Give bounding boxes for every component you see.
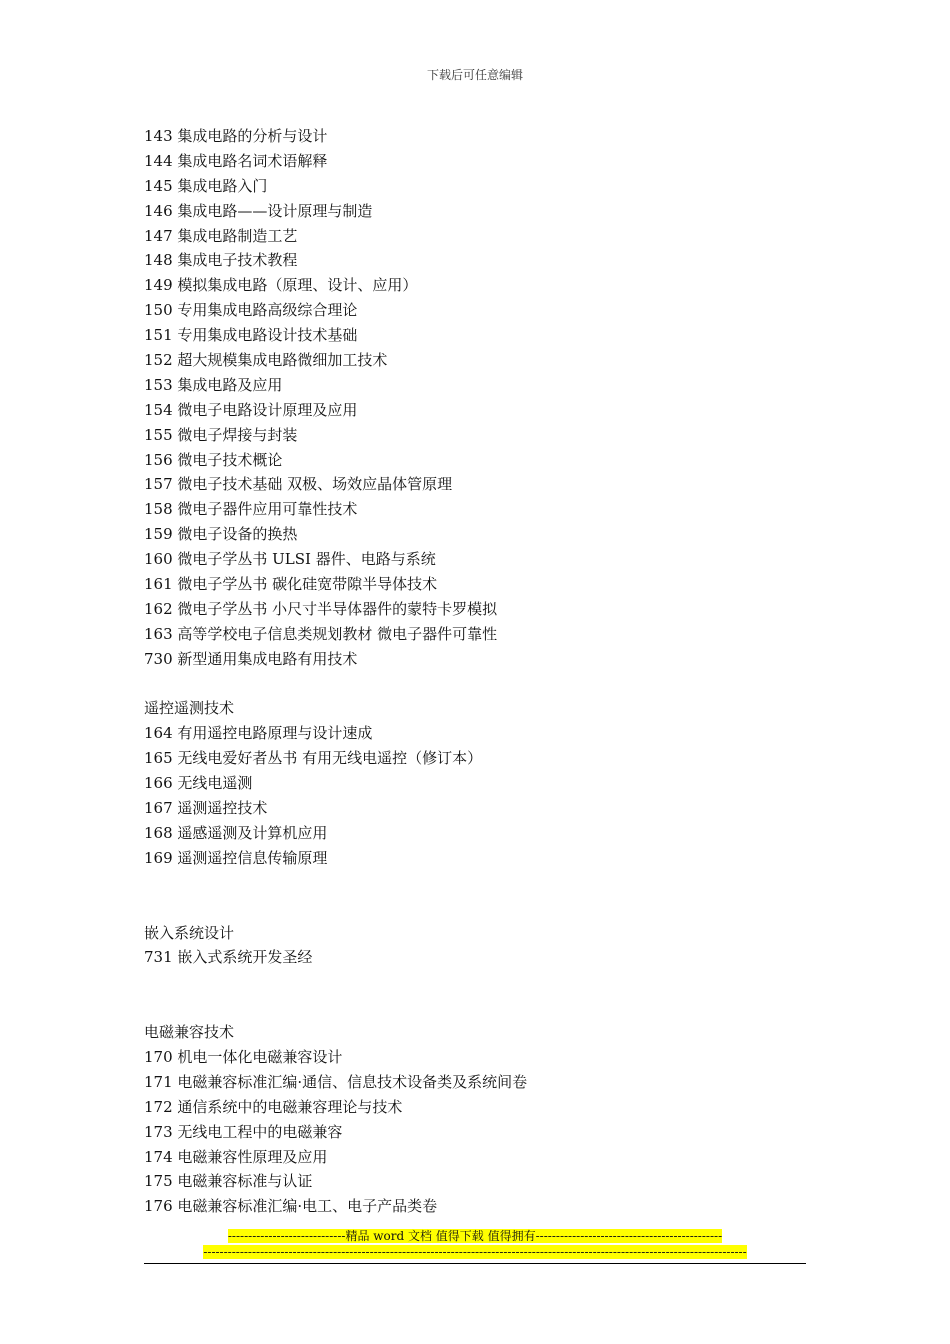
list-item: 166 无线电遥测 (144, 774, 253, 793)
section-embedded-systems (144, 921, 804, 971)
blank-line (144, 871, 804, 896)
list-item: 169 遥测遥控信息传输原理 (144, 848, 328, 867)
section-heading: 遥控遥测技术 (144, 699, 235, 718)
list-item: 174 电磁兼容性原理及应用 (144, 1147, 328, 1166)
list-item: 145 集成电路入门 (144, 176, 268, 195)
list-item: 149 模拟集成电路（原理、设计、应用） (144, 276, 418, 295)
list-item: 162 微电子学丛书 小尺寸半导体器件的蒙特卡罗模拟 (144, 599, 498, 618)
footer-rule (144, 1263, 806, 1264)
list-item: 146 集成电路——设计原理与制造 (144, 201, 373, 220)
list-item: 156 微电子技术概论 (144, 450, 283, 469)
list-item: 157 微电子技术基础 双极、场效应晶体管原理 (144, 475, 453, 494)
footer-highlight-1: -----------------------------精品 word 文档 值得下载 值得拥有---------------------------------------------- (227, 1229, 723, 1243)
page-header: 下载后可任意编辑 (426, 68, 523, 82)
list-item: 151 专用集成电路设计技术基础 (144, 326, 358, 345)
list-item: 171 电磁兼容标准汇编·通信、信息技术设备类及系统间卷 (144, 1072, 528, 1091)
list-item: 165 无线电爱好者丛书 有用无线电遥控（修订本） (144, 749, 483, 768)
section-remote-control (144, 696, 804, 870)
list-item: 173 无线电工程中的电磁兼容 (144, 1122, 343, 1141)
list-item: 731 嵌入式系统开发圣经 (144, 948, 313, 967)
list-item: 153 集成电路及应用 (144, 375, 283, 394)
list-item: 170 机电一体化电磁兼容设计 (144, 1047, 343, 1066)
blank-line (144, 995, 804, 1020)
list-item: 158 微电子器件应用可靠性技术 (144, 500, 358, 519)
section-emc (144, 1020, 804, 1219)
list-item: 144 集成电路名词术语解释 (144, 151, 328, 170)
list-item: 163 高等学校电子信息类规划教材 微电子器件可靠性 (144, 624, 498, 643)
page-footer (144, 1228, 806, 1260)
list-item: 143 集成电路的分析与设计 (144, 127, 328, 145)
list-item: 148 集成电子技术教程 (144, 251, 298, 270)
list-item: 159 微电子设备的换热 (144, 525, 298, 544)
list-item: 176 电磁兼容标准汇编·电工、电子产品类卷 (144, 1197, 438, 1216)
list-item: 147 集成电路制造工艺 (144, 226, 298, 245)
section-integrated-circuits (144, 124, 804, 672)
list-item: 154 微电子电路设计原理及应用 (144, 400, 358, 419)
footer-line-1 (144, 1228, 806, 1244)
list-item: 160 微电子学丛书 ULSI 器件、电路与系统 (144, 550, 436, 569)
list-item: 155 微电子焊接与封装 (144, 425, 298, 444)
list-item: 152 超大规模集成电路微细加工技术 (144, 351, 388, 370)
list-item: 168 遥感遥测及计算机应用 (144, 823, 328, 842)
blank-line (144, 672, 804, 697)
blank-line (144, 896, 804, 921)
footer-line-2 (144, 1244, 806, 1260)
footer-highlight-2: -------------------------------------------------------------------------------------------------------------------------------------- (203, 1245, 747, 1259)
document-body (144, 124, 804, 1219)
list-item: 167 遥测遥控技术 (144, 799, 268, 818)
list-item: 161 微电子学丛书 碳化硅宽带隙半导体技术 (144, 575, 438, 594)
list-item: 150 专用集成电路高级综合理论 (144, 301, 358, 320)
list-item: 175 电磁兼容标准与认证 (144, 1172, 313, 1191)
list-item: 172 通信系统中的电磁兼容理论与技术 (144, 1097, 403, 1116)
section-heading: 嵌入系统设计 (144, 923, 235, 942)
list-item: 164 有用遥控电路原理与设计速成 (144, 724, 373, 743)
blank-line (144, 970, 804, 995)
section-heading: 电磁兼容技术 (144, 1023, 235, 1042)
list-item: 730 新型通用集成电路有用技术 (144, 649, 358, 668)
